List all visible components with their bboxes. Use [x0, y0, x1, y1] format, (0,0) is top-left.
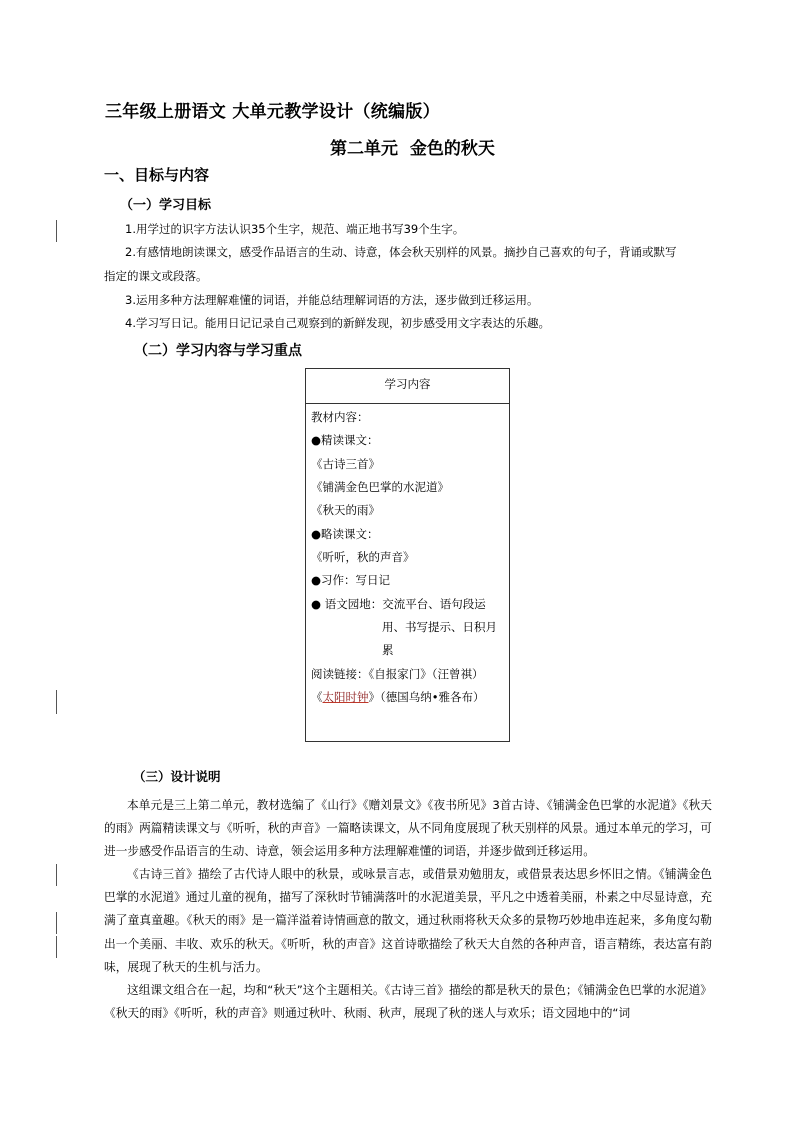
section-heading-goals-content: 一、目标与内容	[104, 166, 210, 184]
table-line: 阅读链接：《自报家门》（汪曾祺）	[311, 667, 484, 681]
book-title-link: 太阳时钟	[322, 690, 369, 704]
table-line: ●习作：写日记	[311, 573, 391, 587]
margin-change-bar	[56, 220, 57, 242]
table-line: 《古诗三首》	[311, 457, 380, 471]
table-line: 《听听，秋的声音》	[311, 550, 415, 564]
goal-item-3: 3.运用多种方法理解难懂的词语，并能总结理解词语的方法，逐步做到迁移运用。	[125, 293, 539, 307]
book-author: 》（德国乌纳•雅各布）	[368, 690, 485, 704]
design-paragraph-3: 这组课文组合在一起，均和“秋天”这个主题相关。《古诗三首》描绘的都是秋天的景色；《铺满金色巴掌的水泥道》《秋天的雨》《听听，秋的声音》则通过秋叶、秋雨、秋声，展现了秋的迷人与欢乐；语文园地中的“词	[104, 983, 712, 1021]
table-line: ● 语文园地：交流平台、语句段运	[311, 597, 486, 611]
subheading-learning-goals: （一）学习目标	[120, 198, 212, 213]
goal-item-1: 1.用学过的识字方法认识35个生字，规范、端正地书写39个生字。	[125, 222, 465, 236]
table-line: 《铺满金色巴掌的水泥道》	[311, 480, 449, 494]
margin-change-bar	[56, 936, 57, 958]
book-mark-open: 《	[311, 690, 323, 704]
document-title: 三年级上册语文 大单元教学设计（统编版）	[105, 102, 440, 122]
margin-change-bar	[56, 690, 57, 714]
table-line: 《秋天的雨》	[311, 503, 380, 517]
table-line: ●精读课文：	[311, 433, 379, 447]
table-line	[311, 689, 485, 705]
table-line: 用、书写提示、日积月	[382, 620, 497, 634]
design-paragraph-1: 本单元是三上第二单元，教材选编了《山行》《赠刘景文》《夜书所见》3首古诗、《铺满金色巴掌的水泥道》《秋天的雨》两篇精读课文与《听听，秋的声音》一篇略读课文，从不同角度展现了秋天别样的风景。通过本单元的学习，可进一步感受作品语言的生动、诗意，领会运用多种方法理解难懂的词语，并逐步做到迁移运用。	[104, 798, 712, 859]
margin-change-bar	[56, 912, 57, 934]
subheading-learning-content: （二）学习内容与学习重点	[134, 343, 302, 359]
subheading-design-notes: （三）设计说明	[133, 769, 221, 784]
table-line: 累	[382, 643, 394, 657]
unit-title: 第二单元 金色的秋天	[330, 139, 495, 159]
table-header: 学习内容	[306, 369, 509, 404]
design-paragraph-2: 《古诗三首》描绘了古代诗人眼中的秋景，或咏景言志，或借景劝勉朋友，或借景表达思乡怀旧之情。《铺满金色巴掌的水泥道》通过儿童的视角，描写了深秋时节铺满落叶的水泥道美景，平凡之中透着美丽，朴素之中尽显诗意，充满了童真童趣。《秋天的雨》是一篇洋溢着诗情画意的散文，通过秋雨将秋天众多的景物巧妙地串连起来，多角度勾勒出一个美丽、丰收、欢乐的秋天。《听听，秋的声音》这首诗歌描绘了秋天大自然的各种声音，语言精练，表达富有韵味，展现了秋天的生机与活力。	[104, 867, 712, 974]
table-line: ●略读课文：	[311, 527, 379, 541]
learning-content-table	[305, 368, 510, 742]
goal-item-2-continued: 指定的课文或段落。	[104, 269, 208, 283]
table-line: 教材内容：	[311, 410, 369, 424]
goal-item-2: 2.有感情地朗读课文，感受作品语言的生动、诗意，体会秋天别样的风景。摘抄自己喜欢的句子，背诵或默写	[125, 245, 677, 259]
goal-item-4: 4.学习写日记。能用日记记录自己观察到的新鲜发现，初步感受用文字表达的乐趣。	[125, 316, 550, 330]
margin-change-bar	[56, 864, 57, 886]
